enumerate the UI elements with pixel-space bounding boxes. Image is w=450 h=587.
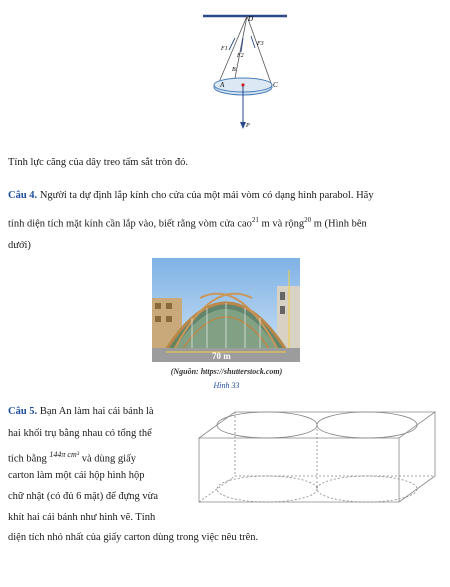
q4-height: 21 [251,216,259,224]
q5-line3 [8,448,136,466]
q4-text1: Người ta dự định lắp kính cho cửa của một mái vòm có dạng hình parabol. Hãy [39,190,374,201]
q5-line2: hai khối trụ bằng nhau có tổng thể [8,428,152,439]
label-f2: F2 [237,53,244,59]
q5-line6: khít hai cái bánh như hình vẽ. Tính [8,512,156,523]
q5-line4: carton làm một cái hộp hình hộp [8,470,145,481]
q4-width: 20 [304,216,312,224]
label-f3: F3 [257,41,264,47]
label-a: A [220,81,225,89]
q4-text2a: tính diện tích mặt kính cần lắp vào, biết rằng vòm cửa cao [8,218,252,230]
label-c: C [273,81,278,89]
photo-caption: Hình 33 [213,381,240,390]
q5-line7: diện tích nhỏ nhất của giấy carton dùng trong việc nêu trên. [8,532,259,543]
q4-line2 [8,214,367,231]
label-p: P [246,123,250,129]
label-d: D [248,15,254,23]
q5-text3b: và dùng giấy [81,453,137,465]
hanging-disc-figure [195,8,305,143]
q4-text2b: m và rộng [261,218,305,230]
q5-text1: Bạn An làm hai cái bánh là [39,406,154,417]
q4-line1 [8,189,374,202]
q5-text3a: tích bằng [8,453,47,465]
label-b: B [232,67,236,73]
arch-building-photo [152,258,300,362]
box-cylinders-figure [195,408,443,508]
photo-source: (Nguồn: https://shutterstock.com) [170,367,283,376]
intro-line: Tính lực căng của dây treo tấm sắt tròn đó. [8,157,189,168]
q4-text2c: m (Hình bên [313,218,367,230]
q5-volume: 144π cm³ [49,450,80,459]
q5-label: Câu 5. [8,406,38,417]
q5-line1 [8,405,154,418]
label-f1: F1 [221,46,228,52]
q5-line5: chữ nhật (có đủ 6 mặt) để đựng vừa [8,491,159,502]
q4-label: Câu 4. [8,190,38,201]
q4-line3: dưới) [8,240,31,251]
arch-width-label: 70 m [212,351,231,361]
